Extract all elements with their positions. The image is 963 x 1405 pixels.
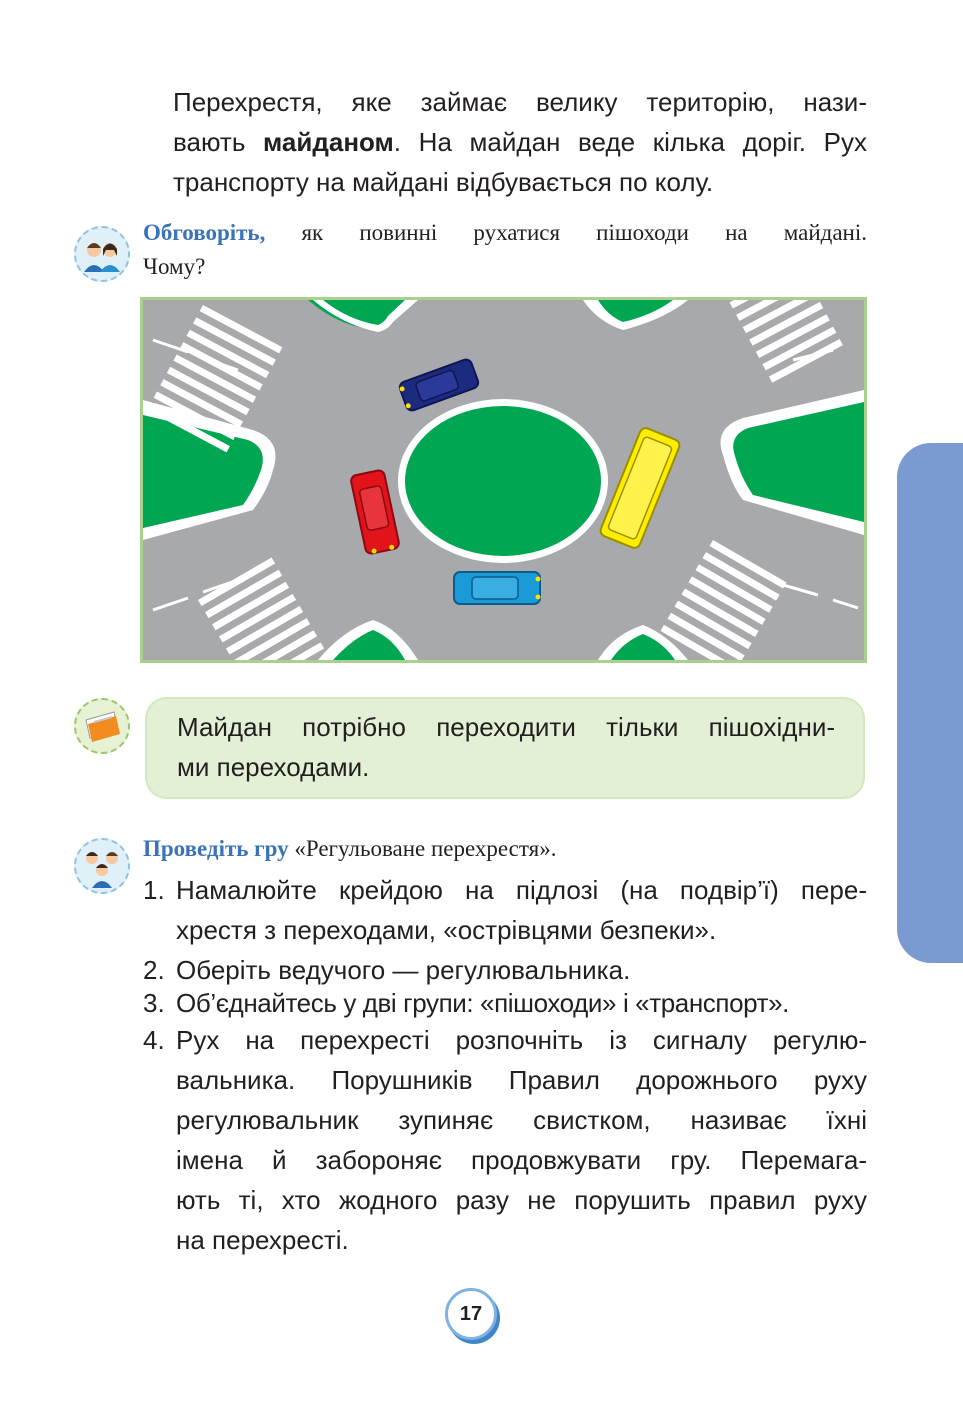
rule-box xyxy=(145,697,865,799)
intro-line-1: Перехрестя, яке займає велику територію, нази- xyxy=(173,87,867,117)
game-task xyxy=(143,832,743,866)
game-kids-icon xyxy=(74,838,130,894)
rule-line-1: Майдан потрібно переходити тільки пішохідни- xyxy=(177,712,835,742)
intro-line-3: транспорту на майдані відбувається по колу. xyxy=(173,167,714,197)
side-tab xyxy=(897,443,963,963)
game-lead: Проведіть гру xyxy=(143,836,289,861)
discuss-lead: Обговоріть, xyxy=(143,220,266,245)
page-number: 17 xyxy=(445,1288,497,1340)
rule-line-2: ми переходами. xyxy=(177,752,370,782)
discuss-kids-icon xyxy=(74,226,130,282)
game-title: «Регульоване перехрестя». xyxy=(288,836,557,861)
term-maidan: майданом xyxy=(263,127,394,157)
discuss-task: Обговоріть, як повинні рухатися пішоходи на майдані. Чому? xyxy=(143,220,867,279)
intro-line-2: вають майданом. На майдан веде кілька доріг. Рух xyxy=(173,127,868,157)
intro-paragraph xyxy=(143,82,867,202)
roundabout-illustration xyxy=(140,297,867,663)
rule-book-icon xyxy=(74,698,130,754)
